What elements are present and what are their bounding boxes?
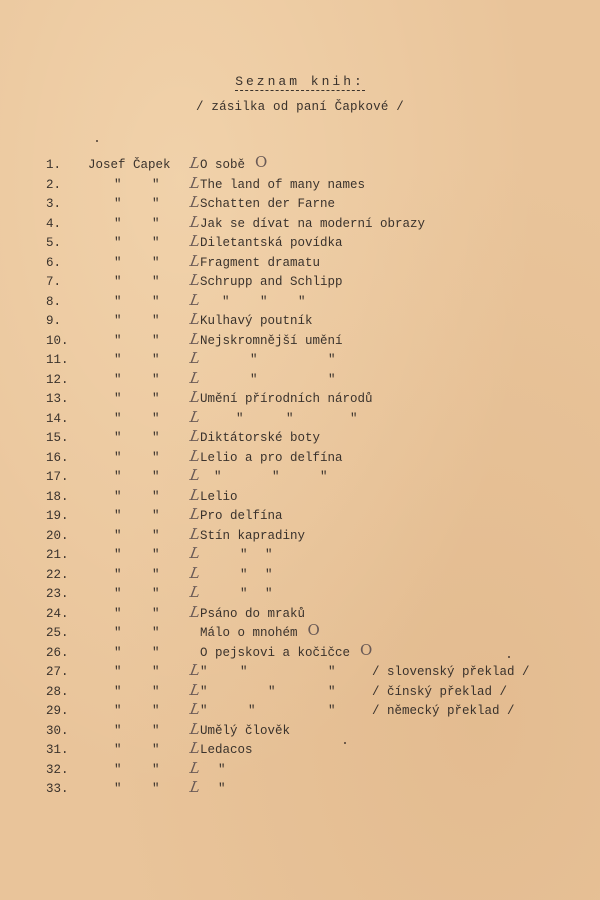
list-item bbox=[0, 680, 600, 703]
list-item bbox=[0, 741, 600, 761]
ditto-mark: " bbox=[152, 489, 160, 504]
item-number: 2. bbox=[46, 177, 62, 192]
ditto-mark: " bbox=[152, 626, 160, 640]
list-item bbox=[0, 173, 600, 196]
list-item bbox=[0, 663, 600, 683]
list-item bbox=[0, 390, 600, 410]
ditto-mark: " bbox=[152, 587, 160, 601]
item-number: 20. bbox=[46, 528, 69, 543]
ditto-mark: " bbox=[114, 626, 122, 640]
book-title: Psáno do mraků bbox=[200, 606, 306, 621]
book-title: Nejskromnější umění bbox=[200, 333, 343, 348]
ditto-mark: " bbox=[328, 665, 336, 679]
ditto-mark: " bbox=[152, 197, 160, 211]
list-item bbox=[0, 719, 600, 742]
item-number: 32. bbox=[46, 762, 69, 777]
pencil-check-mark: L bbox=[188, 154, 202, 172]
pencil-check-mark: L bbox=[188, 505, 202, 523]
book-title: Lelio bbox=[200, 489, 238, 504]
translation-note: / slovenský překlad / bbox=[372, 665, 530, 679]
ditto-mark: " bbox=[152, 177, 160, 192]
list-item bbox=[0, 563, 600, 586]
document-title: Seznam knih: bbox=[235, 74, 365, 89]
list-item bbox=[0, 602, 600, 625]
author-name: Josef Čapek bbox=[88, 158, 171, 172]
book-title: O sobě bbox=[200, 158, 246, 172]
ditto-mark: " bbox=[114, 528, 122, 543]
pencil-check-mark: L bbox=[188, 271, 202, 289]
item-number: 4. bbox=[46, 216, 62, 231]
ditto-mark: " bbox=[152, 236, 160, 250]
ink-speck bbox=[96, 140, 98, 142]
ditto-mark: " bbox=[218, 782, 226, 796]
ditto-mark: " bbox=[114, 392, 122, 406]
pencil-check-mark: L bbox=[188, 700, 202, 718]
ditto-mark: " bbox=[152, 216, 160, 231]
item-number: 22. bbox=[46, 567, 69, 582]
book-title: Lelio a pro delfína bbox=[200, 450, 343, 465]
list-item bbox=[0, 485, 600, 508]
pencil-check-mark: L bbox=[188, 212, 202, 231]
book-title: Schrupp and Schlipp bbox=[200, 275, 343, 289]
pencil-check-mark: L bbox=[188, 778, 202, 796]
ditto-mark: " bbox=[152, 665, 160, 679]
ditto-mark: " bbox=[328, 372, 336, 387]
item-number: 10. bbox=[46, 333, 69, 348]
ditto-mark: " bbox=[152, 470, 160, 484]
item-number: 28. bbox=[46, 684, 69, 699]
ditto-mark: " bbox=[240, 665, 248, 679]
pencil-check-mark: L bbox=[188, 232, 202, 250]
book-title: Kulhavý poutník bbox=[200, 314, 313, 328]
ditto-mark: " bbox=[114, 431, 122, 445]
list-item bbox=[0, 195, 600, 215]
pencil-check-mark: L bbox=[188, 680, 202, 699]
ditto-mark: " bbox=[152, 723, 160, 738]
item-number: 9. bbox=[46, 314, 62, 328]
pencil-check-mark: L bbox=[188, 349, 202, 367]
ditto-mark: " bbox=[265, 587, 273, 601]
ditto-mark: " bbox=[152, 645, 160, 660]
item-number: 19. bbox=[46, 509, 69, 523]
ditto-mark: " bbox=[152, 509, 160, 523]
book-title: The land of many names bbox=[200, 177, 366, 192]
ditto-mark: " bbox=[152, 704, 160, 718]
ditto-mark: " bbox=[114, 314, 122, 328]
item-number: 15. bbox=[46, 431, 69, 445]
ink-speck bbox=[508, 656, 510, 658]
item-number: 8. bbox=[46, 294, 62, 309]
item-number: 25. bbox=[46, 626, 69, 640]
ditto-mark: " bbox=[286, 411, 294, 426]
item-number: 12. bbox=[46, 372, 69, 387]
pencil-check-mark: L bbox=[188, 524, 202, 543]
ditto-mark: " bbox=[152, 255, 160, 270]
list-item bbox=[0, 368, 600, 391]
ditto-mark: " bbox=[114, 743, 122, 757]
ditto-mark: " bbox=[152, 762, 160, 777]
item-number: 29. bbox=[46, 704, 69, 718]
ditto-mark: " bbox=[114, 294, 122, 309]
ditto-mark: " bbox=[152, 294, 160, 309]
ditto-mark: " bbox=[152, 548, 160, 562]
ditto-mark: " bbox=[114, 762, 122, 777]
item-number: 5. bbox=[46, 236, 62, 250]
list-item bbox=[0, 758, 600, 781]
list-item bbox=[0, 234, 600, 254]
ditto-mark: " bbox=[114, 782, 122, 796]
book-title: Stín kapradiny bbox=[200, 528, 306, 543]
ditto-mark: " bbox=[114, 197, 122, 211]
ditto-mark: " bbox=[240, 587, 248, 601]
ditto-mark: " bbox=[114, 684, 122, 699]
ditto-mark: " bbox=[152, 684, 160, 699]
pencil-check-mark: L bbox=[188, 758, 202, 777]
ditto-mark: " bbox=[114, 353, 122, 367]
ditto-mark: " bbox=[152, 528, 160, 543]
pencil-check-mark: L bbox=[188, 368, 202, 387]
list-item bbox=[0, 446, 600, 469]
ditto-mark: " bbox=[152, 606, 160, 621]
ditto-mark: " bbox=[320, 470, 328, 484]
ditto-mark: " bbox=[240, 548, 248, 562]
ditto-mark: " bbox=[250, 353, 258, 367]
ditto-mark: " bbox=[200, 684, 208, 699]
item-number: 13. bbox=[46, 392, 69, 406]
ditto-mark: " bbox=[200, 665, 208, 679]
ink-speck bbox=[344, 742, 346, 744]
pencil-check-mark: L bbox=[188, 739, 202, 757]
list-item bbox=[0, 312, 600, 332]
book-list bbox=[0, 153, 600, 800]
ditto-mark: " bbox=[152, 743, 160, 757]
pencil-check-mark: L bbox=[188, 446, 202, 465]
ditto-mark: " bbox=[114, 723, 122, 738]
ditto-mark: " bbox=[114, 704, 122, 718]
list-item bbox=[0, 702, 600, 722]
list-item bbox=[0, 780, 600, 800]
ditto-mark: " bbox=[218, 762, 226, 777]
book-title: Ledacos bbox=[200, 743, 253, 757]
item-number: 16. bbox=[46, 450, 69, 465]
book-title: Diletantská povídka bbox=[200, 236, 343, 250]
ditto-mark: " bbox=[265, 548, 273, 562]
ditto-mark: " bbox=[250, 372, 258, 387]
item-number: 33. bbox=[46, 782, 69, 796]
list-item bbox=[0, 153, 600, 176]
ditto-mark: " bbox=[152, 314, 160, 328]
ditto-mark: " bbox=[152, 450, 160, 465]
ditto-mark: " bbox=[114, 216, 122, 231]
pencil-check-mark: L bbox=[188, 563, 202, 582]
list-item bbox=[0, 621, 600, 644]
ditto-mark: " bbox=[114, 333, 122, 348]
ditto-mark: " bbox=[200, 704, 208, 718]
ditto-mark: " bbox=[214, 470, 222, 484]
item-number: 30. bbox=[46, 723, 69, 738]
ditto-mark: " bbox=[152, 275, 160, 289]
ditto-mark: " bbox=[114, 489, 122, 504]
list-item bbox=[0, 251, 600, 274]
ditto-mark: " bbox=[114, 411, 122, 426]
ditto-mark: " bbox=[152, 372, 160, 387]
book-title: Jak se dívat na moderní obrazy bbox=[200, 216, 426, 231]
pencil-check-mark: L bbox=[188, 485, 202, 504]
ditto-mark: " bbox=[222, 294, 230, 309]
list-item bbox=[0, 546, 600, 566]
ditto-mark: " bbox=[298, 294, 306, 309]
ditto-mark: " bbox=[114, 606, 122, 621]
item-number: 11. bbox=[46, 353, 69, 367]
list-item bbox=[0, 429, 600, 449]
pencil-check-mark: L bbox=[188, 466, 202, 484]
pencil-check-mark: L bbox=[188, 193, 202, 211]
pencil-check-mark: L bbox=[188, 329, 202, 348]
list-item bbox=[0, 329, 600, 352]
item-number: 18. bbox=[46, 489, 69, 504]
ditto-mark: " bbox=[152, 353, 160, 367]
ditto-mark: " bbox=[114, 275, 122, 289]
ditto-mark: " bbox=[114, 567, 122, 582]
ditto-mark: " bbox=[114, 372, 122, 387]
translation-note: / čínský překlad / bbox=[372, 684, 508, 699]
pencil-check-mark: L bbox=[188, 173, 202, 192]
list-item bbox=[0, 212, 600, 235]
list-item bbox=[0, 290, 600, 313]
item-number: 24. bbox=[46, 606, 69, 621]
ditto-mark: " bbox=[260, 294, 268, 309]
pencil-check-mark: L bbox=[188, 583, 202, 601]
pencil-check-mark: L bbox=[188, 290, 202, 309]
ditto-mark: " bbox=[114, 665, 122, 679]
ditto-mark: " bbox=[114, 255, 122, 270]
ditto-mark: " bbox=[152, 333, 160, 348]
ditto-mark: " bbox=[328, 684, 336, 699]
list-item bbox=[0, 524, 600, 547]
ditto-mark: " bbox=[240, 567, 248, 582]
ditto-mark: " bbox=[268, 684, 276, 699]
book-title: Umělý člověk bbox=[200, 723, 291, 738]
ditto-mark: " bbox=[236, 411, 244, 426]
ditto-mark: " bbox=[152, 431, 160, 445]
list-item bbox=[0, 351, 600, 371]
pencil-check-mark: L bbox=[188, 310, 202, 328]
ditto-mark: " bbox=[114, 645, 122, 660]
ditto-mark: " bbox=[328, 353, 336, 367]
pencil-check-mark: L bbox=[188, 544, 202, 562]
item-number: 23. bbox=[46, 587, 69, 601]
ditto-mark: " bbox=[152, 782, 160, 796]
pencil-check-mark: L bbox=[188, 388, 202, 406]
list-item bbox=[0, 507, 600, 527]
pencil-check-mark: L bbox=[188, 427, 202, 445]
ditto-mark: " bbox=[114, 470, 122, 484]
book-title: Pro delfína bbox=[200, 509, 283, 523]
book-title: Diktátorské boty bbox=[200, 431, 321, 445]
item-number: 1. bbox=[46, 158, 62, 172]
pencil-check-mark: L bbox=[188, 251, 202, 270]
ditto-mark: " bbox=[114, 548, 122, 562]
book-title: Umění přírodních národů bbox=[200, 392, 373, 406]
list-item bbox=[0, 407, 600, 430]
item-number: 31. bbox=[46, 743, 69, 757]
item-number: 17. bbox=[46, 470, 69, 484]
pencil-circle-mark: O bbox=[255, 153, 268, 171]
item-number: 26. bbox=[46, 645, 69, 660]
ditto-mark: " bbox=[114, 509, 122, 523]
item-number: 7. bbox=[46, 275, 62, 289]
pencil-check-mark: L bbox=[188, 602, 202, 621]
ditto-mark: " bbox=[114, 177, 122, 192]
item-number: 3. bbox=[46, 197, 62, 211]
book-title: Málo o mnohém bbox=[200, 626, 298, 640]
ditto-mark: " bbox=[152, 567, 160, 582]
item-number: 14. bbox=[46, 411, 69, 426]
pencil-circle-mark: O bbox=[307, 621, 320, 639]
document-subtitle: / zásilka od paní Čapkové / bbox=[196, 100, 404, 114]
pencil-circle-mark: O bbox=[360, 640, 373, 659]
ditto-mark: " bbox=[248, 704, 256, 718]
pencil-check-mark: L bbox=[188, 719, 202, 738]
pencil-check-mark: L bbox=[188, 407, 202, 426]
item-number: 6. bbox=[46, 255, 62, 270]
ditto-mark: " bbox=[152, 392, 160, 406]
ditto-mark: " bbox=[114, 587, 122, 601]
translation-note: / německý překlad / bbox=[372, 704, 515, 718]
book-title: Fragment dramatu bbox=[200, 255, 321, 270]
item-number: 21. bbox=[46, 548, 69, 562]
list-item bbox=[0, 640, 600, 664]
book-title: O pejskovi a kočičce bbox=[200, 645, 351, 660]
list-item bbox=[0, 468, 600, 488]
ditto-mark: " bbox=[114, 236, 122, 250]
item-number: 27. bbox=[46, 665, 69, 679]
list-item bbox=[0, 585, 600, 605]
list-item bbox=[0, 273, 600, 293]
book-title: Schatten der Farne bbox=[200, 197, 336, 211]
ditto-mark: " bbox=[328, 704, 336, 718]
ditto-mark: " bbox=[114, 450, 122, 465]
ditto-mark: " bbox=[272, 470, 280, 484]
ditto-mark: " bbox=[152, 411, 160, 426]
ditto-mark: " bbox=[350, 411, 358, 426]
pencil-check-mark: L bbox=[188, 661, 202, 679]
ditto-mark: " bbox=[265, 567, 273, 582]
